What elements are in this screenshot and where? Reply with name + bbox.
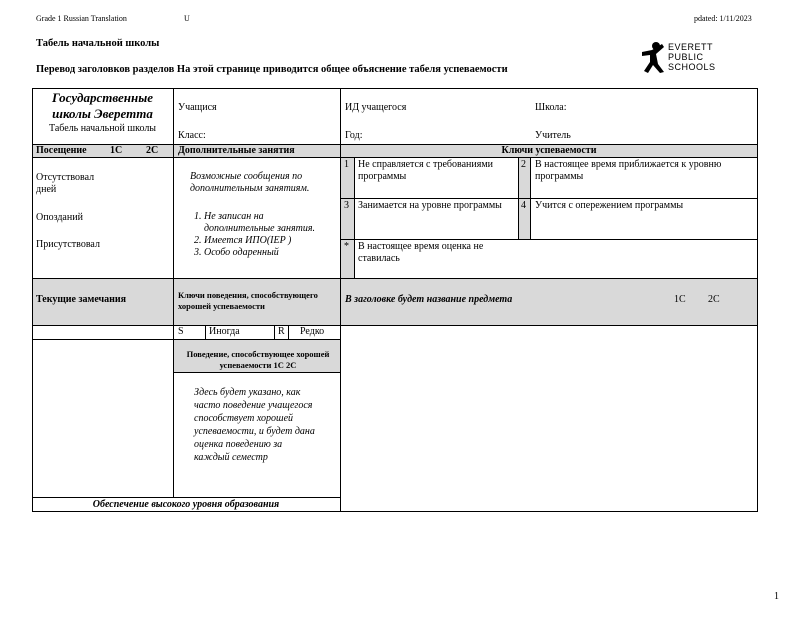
key-num-2: 2 <box>521 159 526 170</box>
subject-semester-1: 1С <box>674 294 686 305</box>
behavior-description: Здесь будет указано, как часто поведение учащегося способствует хорошей успеваемости, и будет дана оценка поведению за каждый семестр <box>194 387 315 463</box>
grade-label: Класс: <box>178 130 206 141</box>
report-card-label: Табель начальной школы <box>48 123 157 134</box>
extra-item-iep: 2. Имеется ИПО(IEP ) <box>204 235 364 247</box>
footer-motto: Обеспечение высокого уровня образования <box>92 499 280 510</box>
extra-classes-intro: Возможные сообщения по дополнительным занятиям. <box>190 171 310 194</box>
document-title: Табель начальной школы <box>36 38 160 49</box>
attendance-header: Посещение <box>36 145 87 156</box>
student-id-label: ИД учащегося <box>345 102 407 113</box>
header-grade-info: Grade 1 Russian Translation <box>36 14 127 23</box>
key-r-code: R <box>278 326 285 337</box>
year-label: Год: <box>345 130 363 141</box>
progress-key-header: Ключи успеваемости <box>501 145 597 156</box>
figure-icon <box>636 40 668 74</box>
late-label: Опозданий <box>36 212 83 223</box>
extra-classes-list <box>178 211 364 259</box>
extra-item-not-enrolled: 1. Не записан на дополнительные занятия. <box>204 211 364 235</box>
key-text-3: Занимается на уровне программы <box>358 200 502 211</box>
key-num-1: 1 <box>344 159 349 170</box>
logo-word-2: PUBLIC <box>668 52 704 62</box>
key-text-2: В настоящее время приближается к уровню программы <box>535 159 722 182</box>
key-text-star: В настоящее время оценка не ставилась <box>358 241 484 264</box>
present-label: Присутствовал <box>36 239 100 250</box>
behavior-header: Поведение, способствующее хорошей успеваемости 1С 2С <box>186 349 330 370</box>
report-card-form <box>32 88 758 512</box>
extra-item-gifted: 3. Особо одаренный <box>204 247 364 259</box>
teacher-label: Учитель <box>535 130 571 141</box>
key-text-1: Не справляется с требованиями программы <box>358 159 494 182</box>
absent-label: Отсутствовал дней <box>36 172 95 195</box>
logo-word-3: SCHOOLS <box>668 62 716 72</box>
school-district-name: Государственные школы Эверетта <box>51 90 154 121</box>
header-updated: pdated: 1/11/2023 <box>694 14 752 23</box>
header-u: U <box>184 14 190 23</box>
subject-semester-2: 2С <box>708 294 720 305</box>
extra-classes-header: Дополнительные занятия <box>178 145 295 156</box>
behavior-keys-header: Ключи поведения, способствующего хорошей успеваемости <box>178 290 318 311</box>
school-label: Школа: <box>535 102 567 113</box>
attendance-semester-2: 2С <box>146 145 159 156</box>
logo-word-1: EVERETT <box>668 42 714 52</box>
key-num-3: 3 <box>344 200 349 211</box>
page-number: 1 <box>774 591 779 602</box>
student-label: Учащися <box>178 102 217 113</box>
key-s-code: S <box>178 326 184 337</box>
everett-logo <box>636 40 726 74</box>
key-num-star: * <box>344 241 349 252</box>
key-text-4: Учится с опережением программы <box>535 200 684 211</box>
document-subtitle: Перевод заголовков разделов На этой странице приводится общее объяснение табеля успеваемости <box>36 64 508 75</box>
subject-header: В заголовке будет название предмета <box>345 294 513 305</box>
current-comments-header: Текущие замечания <box>36 294 127 305</box>
attendance-semester-1: 1С <box>110 145 123 156</box>
key-num-4: 4 <box>521 200 526 211</box>
key-r-label: Редко <box>300 326 325 337</box>
key-s-label: Иногда <box>209 326 240 337</box>
